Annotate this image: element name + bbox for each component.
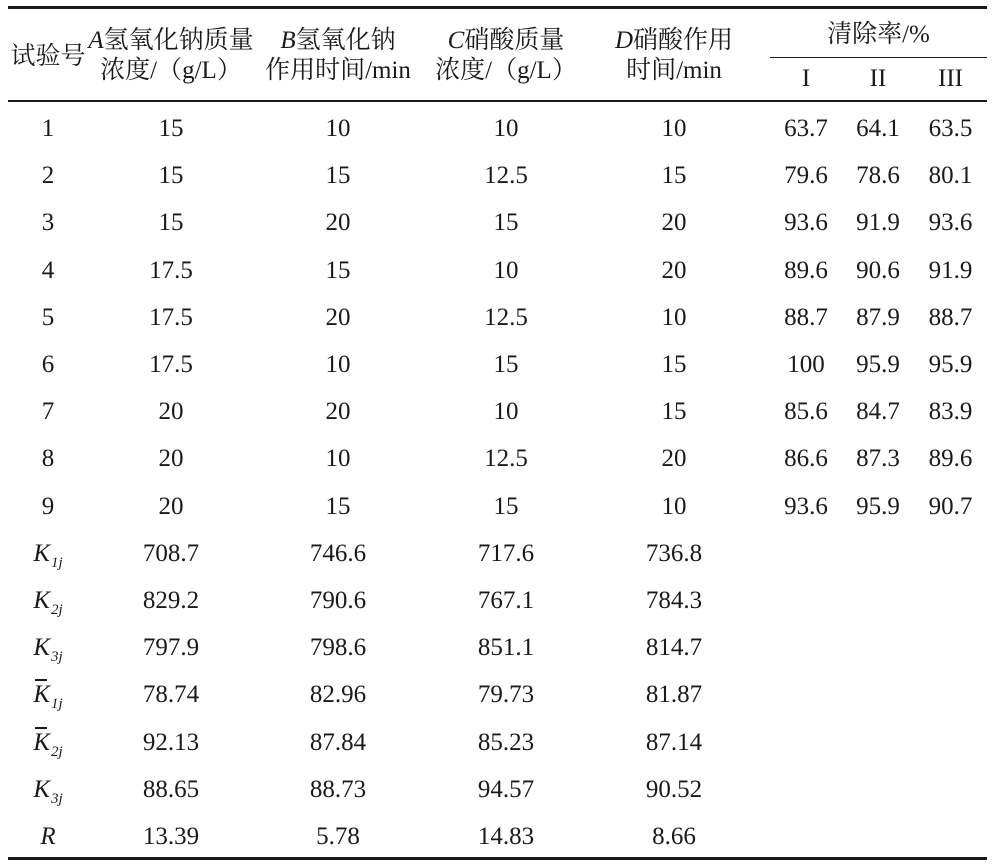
trial-row-8-factor-a: 20 xyxy=(158,445,184,472)
stat-row-3-factor-a: 797.9 xyxy=(142,634,200,661)
stat-row-3-factor-c: 851.1 xyxy=(477,634,535,661)
stat-row-2-symbol xyxy=(33,586,62,625)
stat-row-2-factor-a: 829.2 xyxy=(142,587,200,614)
factor-b-line2: 作用时间/min xyxy=(265,57,411,84)
stat-row-3-factor-b: 798.6 xyxy=(309,634,367,661)
stat-row-3-symbol-subscript: 3j xyxy=(51,649,63,665)
factor-b-letter: B xyxy=(280,27,296,54)
stat-row-2-factor-b: 790.6 xyxy=(309,587,367,614)
removal-subheader-rule xyxy=(770,57,987,58)
stat-row-1-symbol xyxy=(33,539,62,578)
header-factor-b xyxy=(254,26,422,86)
stat-row-7-symbol xyxy=(40,822,55,852)
trial-row-1-factor-b: 10 xyxy=(325,115,351,142)
header-factor-a xyxy=(88,26,254,86)
stat-row-3-symbol xyxy=(33,633,62,672)
stat-row-7-factor-a: 13.39 xyxy=(142,823,200,850)
stat-row-1-factor-c: 717.6 xyxy=(477,540,535,567)
stat-row-4-overline xyxy=(35,679,47,681)
trial-row-1-factor-c: 10 xyxy=(493,115,519,142)
stat-row-4-factor-d: 81.87 xyxy=(645,681,703,708)
trial-row-4-removal-iii: 91.9 xyxy=(928,257,973,284)
trial-row-8-trial-no: 8 xyxy=(41,445,55,472)
trial-row-6-removal-iii: 95.9 xyxy=(928,351,973,378)
trial-row-5-removal-iii: 88.7 xyxy=(928,304,973,331)
trial-row-2-factor-c: 12.5 xyxy=(484,162,528,189)
trial-row-4-factor-c: 10 xyxy=(493,257,519,284)
trial-row-9-trial-no: 9 xyxy=(41,493,55,520)
trial-row-4-removal-ii: 90.6 xyxy=(856,257,900,284)
trial-row-7-factor-c: 10 xyxy=(493,398,519,425)
factor-d-line2: 时间/min xyxy=(626,57,722,84)
trial-row-8-removal-iii: 89.6 xyxy=(928,445,973,472)
trial-row-5-factor-b: 20 xyxy=(325,304,351,331)
trial-row-7-factor-d: 15 xyxy=(661,398,687,425)
stat-row-5-symbol-base: K xyxy=(33,729,50,756)
stat-row-5-symbol-subscript: 2j xyxy=(51,744,63,760)
trial-row-5-factor-d: 10 xyxy=(661,304,687,331)
bottom-rule xyxy=(8,857,987,860)
header-removal-rate: 清除率/% xyxy=(827,21,930,48)
trial-row-2-trial-no: 2 xyxy=(41,162,55,189)
stat-row-3-label xyxy=(8,633,88,672)
trial-row-4-removal-i: 89.6 xyxy=(784,257,828,284)
trial-row-4-factor-a: 17.5 xyxy=(149,257,193,284)
trial-row-7-trial-no: 7 xyxy=(41,398,55,425)
trial-row-7-removal-i: 85.6 xyxy=(784,398,828,425)
stat-row-4-factor-a: 78.74 xyxy=(142,681,200,708)
trial-row-6-trial-no: 6 xyxy=(41,351,55,378)
stat-row-7-factor-d: 8.66 xyxy=(652,823,696,850)
stat-row-6-factor-b: 88.73 xyxy=(309,776,367,803)
stat-row-2-symbol-subscript: 2j xyxy=(51,602,63,618)
stat-row-4-symbol-base: K xyxy=(33,681,50,708)
trial-row-1-removal-ii: 64.1 xyxy=(856,115,900,142)
factor-c-line1: 硝酸质量 xyxy=(464,27,565,54)
trial-row-6-removal-i: 100 xyxy=(787,351,825,378)
trial-row-9-factor-a: 20 xyxy=(158,493,184,520)
stat-row-1-factor-d: 736.8 xyxy=(645,540,703,567)
trial-row-7-factor-a: 20 xyxy=(158,398,184,425)
stat-row-5-factor-a: 92.13 xyxy=(142,729,200,756)
trial-row-2-factor-b: 15 xyxy=(325,162,351,189)
stat-row-1-label xyxy=(8,539,88,578)
trial-row-1-trial-no: 1 xyxy=(41,115,55,142)
trial-row-7-removal-ii: 84.7 xyxy=(856,398,900,425)
factor-b-line1: 氢氧化钠 xyxy=(295,27,396,54)
trial-row-6-removal-ii: 95.9 xyxy=(856,351,900,378)
trial-row-9-factor-b: 15 xyxy=(325,493,351,520)
stat-row-5-factor-b: 87.84 xyxy=(309,729,367,756)
stat-row-4-symbol xyxy=(33,680,62,719)
stat-row-5-overline xyxy=(35,727,47,729)
stat-row-6-factor-d: 90.52 xyxy=(645,776,703,803)
trial-row-5-removal-i: 88.7 xyxy=(784,304,828,331)
header-removal-iii: III xyxy=(938,65,963,92)
trial-row-3-factor-b: 20 xyxy=(325,209,351,236)
stat-row-3-factor-d: 814.7 xyxy=(645,634,703,661)
trial-row-5-factor-a: 17.5 xyxy=(149,304,193,331)
stat-row-4-label xyxy=(8,680,88,719)
trial-row-3-factor-d: 20 xyxy=(661,209,687,236)
stat-row-1-factor-b: 746.6 xyxy=(309,540,367,567)
trial-row-2-factor-d: 15 xyxy=(661,162,687,189)
stat-row-6-factor-c: 94.57 xyxy=(477,776,535,803)
stat-row-2-symbol-base: K xyxy=(33,587,50,614)
stat-row-1-symbol-subscript: 1j xyxy=(51,555,63,571)
stat-row-5-factor-d: 87.14 xyxy=(645,729,703,756)
trial-row-1-factor-a: 15 xyxy=(158,115,184,142)
stat-row-6-symbol-base: K xyxy=(33,776,50,803)
stat-row-5-symbol xyxy=(33,728,62,767)
trial-row-1-removal-i: 63.7 xyxy=(784,115,828,142)
stat-row-4-factor-c: 79.73 xyxy=(477,681,535,708)
factor-d-letter: D xyxy=(614,27,634,54)
header-trial-no: 试验号 xyxy=(10,43,86,70)
trial-row-9-removal-iii: 90.7 xyxy=(928,493,973,520)
trial-row-8-factor-c: 12.5 xyxy=(484,445,528,472)
trial-row-2-factor-a: 15 xyxy=(158,162,184,189)
trial-row-6-factor-a: 17.5 xyxy=(149,351,193,378)
trial-row-3-factor-c: 15 xyxy=(493,209,519,236)
trial-row-3-factor-a: 15 xyxy=(158,209,184,236)
trial-row-2-removal-ii: 78.6 xyxy=(856,162,900,189)
trial-row-9-factor-d: 10 xyxy=(661,493,687,520)
trial-row-8-removal-i: 86.6 xyxy=(784,445,828,472)
factor-a-letter: A xyxy=(88,27,104,54)
trial-row-6-factor-d: 15 xyxy=(661,351,687,378)
factor-a-line2: 浓度/（g/L） xyxy=(100,57,242,84)
trial-row-3-removal-ii: 91.9 xyxy=(856,209,900,236)
factor-a-line1: 氢氧化钠质量 xyxy=(103,27,254,54)
stat-row-4-factor-b: 82.96 xyxy=(309,681,367,708)
trial-row-8-factor-b: 10 xyxy=(325,445,351,472)
trial-row-2-removal-i: 79.6 xyxy=(784,162,828,189)
stat-row-2-factor-c: 767.1 xyxy=(477,587,535,614)
trial-row-8-removal-ii: 87.3 xyxy=(856,445,900,472)
stat-row-3-symbol-base: K xyxy=(33,634,50,661)
stat-row-1-symbol-base: K xyxy=(33,540,50,567)
trial-row-4-factor-b: 15 xyxy=(325,257,351,284)
trial-row-3-trial-no: 3 xyxy=(41,209,55,236)
stat-row-2-factor-d: 784.3 xyxy=(645,587,703,614)
header-bottom-rule xyxy=(8,100,987,102)
trial-row-5-removal-ii: 87.9 xyxy=(856,304,900,331)
trial-row-7-factor-b: 20 xyxy=(325,398,351,425)
stat-row-5-label xyxy=(8,728,88,767)
trial-row-9-factor-c: 15 xyxy=(493,493,519,520)
trial-row-7-removal-iii: 83.9 xyxy=(928,398,973,425)
trial-row-4-trial-no: 4 xyxy=(41,257,55,284)
trial-row-4-factor-d: 20 xyxy=(661,257,687,284)
stat-row-7-factor-c: 14.83 xyxy=(477,823,535,850)
header-removal-i: I xyxy=(801,65,811,92)
trial-row-5-factor-c: 12.5 xyxy=(484,304,528,331)
factor-d-line1: 硝酸作用 xyxy=(633,27,734,54)
header-removal-ii: II xyxy=(869,65,887,92)
stat-row-6-factor-a: 88.65 xyxy=(142,776,200,803)
trial-row-1-factor-d: 10 xyxy=(661,115,687,142)
trial-row-3-removal-iii: 93.6 xyxy=(928,209,973,236)
stat-row-6-symbol xyxy=(33,775,62,814)
stat-row-7-label xyxy=(8,822,88,852)
header-factor-c xyxy=(422,26,590,86)
stat-row-2-label xyxy=(8,586,88,625)
factor-c-line2: 浓度/（g/L） xyxy=(435,57,577,84)
top-rule xyxy=(8,6,987,9)
trial-row-1-removal-iii: 63.5 xyxy=(928,115,973,142)
stat-row-7-factor-b: 5.78 xyxy=(316,823,360,850)
header-factor-d xyxy=(590,26,758,86)
factor-c-letter: C xyxy=(447,27,465,54)
stat-row-6-label xyxy=(8,775,88,814)
trial-row-3-removal-i: 93.6 xyxy=(784,209,828,236)
trial-row-8-factor-d: 20 xyxy=(661,445,687,472)
trial-row-9-removal-ii: 95.9 xyxy=(856,493,900,520)
stat-row-6-symbol-subscript: 3j xyxy=(51,791,63,807)
stat-row-5-factor-c: 85.23 xyxy=(477,729,535,756)
trial-row-5-trial-no: 5 xyxy=(41,304,55,331)
trial-row-6-factor-c: 15 xyxy=(493,351,519,378)
trial-row-2-removal-iii: 80.1 xyxy=(928,162,973,189)
trial-row-9-removal-i: 93.6 xyxy=(784,493,828,520)
stat-row-4-symbol-subscript: 1j xyxy=(51,696,63,712)
stat-row-7-symbol-base: R xyxy=(40,823,56,850)
trial-row-6-factor-b: 10 xyxy=(325,351,351,378)
stat-row-1-factor-a: 708.7 xyxy=(142,540,200,567)
